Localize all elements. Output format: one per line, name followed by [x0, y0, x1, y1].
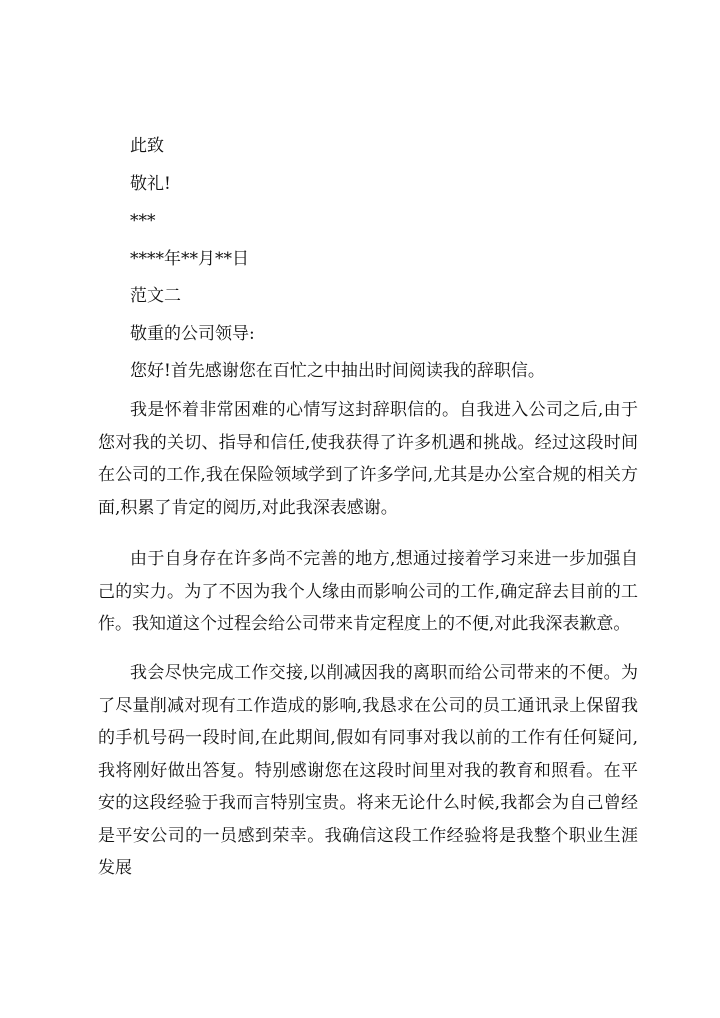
- body-paragraph: 我会尽快完成工作交接,以削减因我的离职而给公司带来的不便。为了尽量削减对现有工作造成的影响,我恳求在公司的员工通讯录上保留我的手机号码一段时间,在此期间,假如有同事对我以前的工作有任何疑问,我将刚好做出答复。特别感谢您在这段时间里对我的教育和照看。在平安的这段经验于我而言特别宝贵。将来无论什么时候,我都会为自己曾经是平安公司的一员感到荣幸。我确信这段工作经验将是我整个职业生涯发展: [98, 663, 638, 878]
- sample-heading: 范文二: [130, 286, 181, 306]
- greeting: 您好!首先感谢您在百忙之中抽出时间阅读我的辞职信。: [130, 361, 545, 381]
- body-paragraph: 我是怀着非常困难的心情写这封辞职信的。自我进入公司之后,由于您对我的关切、指导和信任,使我获得了许多机遇和挑战。经过这段时间在公司的工作,我在保险领域学到了许多学问,尤其是办公室合规的相关方面,积累了肯定的阅历,对此我深表感谢。: [98, 400, 638, 518]
- date-line: ****年**月**日: [130, 249, 249, 269]
- signature: ***: [130, 211, 156, 231]
- closing-ci-zhi: 此致: [130, 136, 164, 156]
- salutation: 敬重的公司领导:: [130, 324, 255, 344]
- body-paragraph: 由于自身存在许多尚不完善的地方,想通过接着学习来进一步加强自己的实力。为了不因为我个人缘由而影响公司的工作,确定辞去目前的工作。我知道这个过程会给公司带来肯定程度上的不便,对此我深表歉意。: [98, 549, 638, 634]
- closing-jing-li: 敬礼!: [130, 174, 171, 194]
